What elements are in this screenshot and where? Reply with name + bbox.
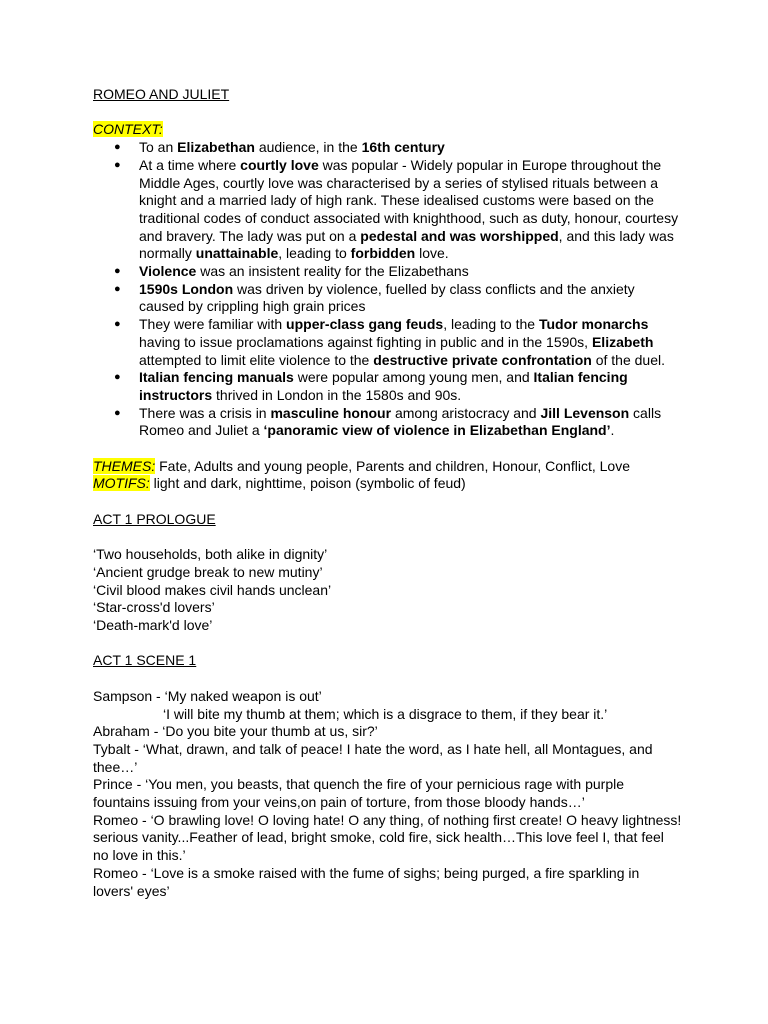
context-list: [93, 139, 683, 440]
bold-term: Elizabethan: [177, 139, 255, 156]
prologue-quote: ‘Star-cross'd lovers’: [93, 599, 215, 616]
bold-term: ‘panoramic view of violence in Elizabethan England’: [263, 422, 611, 439]
bold-term: Tudor monarchs: [538, 316, 649, 333]
text-run: among aristocracy and: [391, 404, 541, 421]
text-run: thrived in London in the 1580s and 90s.: [212, 386, 462, 403]
bold-term: courtly love: [240, 156, 319, 173]
text-run: .: [610, 422, 615, 439]
context-item: [93, 263, 683, 281]
prologue-quote: ‘Death-mark'd love’: [93, 617, 213, 634]
bold-term: pedestal and was worshipped: [360, 227, 559, 244]
text-run: love.: [415, 245, 449, 262]
bold-term: forbidden: [350, 245, 416, 262]
text-run: They were familiar with: [139, 316, 287, 333]
scene1-quote: Romeo - ‘Love is a smoke raised with the fume of sighs; being purged, a fire sparkling in lovers' eyes’: [93, 864, 640, 899]
prologue-heading: ACT 1 PROLOGUE: [93, 510, 216, 527]
text-run: , leading to the: [443, 316, 539, 333]
text-run: of the duel.: [591, 351, 665, 368]
motifs-line: [93, 475, 683, 493]
bold-term: Jill Levenson: [540, 404, 630, 421]
bold-term: destructive private confrontation: [373, 351, 592, 368]
prologue-quote: ‘Civil blood makes civil hands unclean’: [93, 581, 332, 598]
scene1-quote: Prince - ‘You men, you beasts, that quench the fire of your pernicious rage with purple fountains issuing from your veins,on pain of torture, from those bloody hands…’: [93, 776, 625, 811]
bold-term: Violence: [139, 263, 197, 280]
text-run: was driven by violence, fuelled by class conflicts and the anxiety caused by crippling high grain prices: [139, 280, 635, 315]
text-run: , leading to: [278, 245, 351, 262]
bold-term: Italian fencing instructors: [139, 369, 628, 403]
bold-term: 16th century: [361, 139, 445, 156]
text-run: were popular among young men, and: [293, 369, 534, 386]
context-item: [93, 281, 683, 316]
themes-line: [93, 458, 683, 476]
scene1-quote: ‘I will bite my thumb at them; which is a disgrace to them, if they bear it.’: [163, 705, 608, 722]
motifs-label: MOTIFS:: [93, 475, 150, 492]
scene1-quote: Romeo - ‘O brawling love! O loving hate! O any thing, of nothing first create! O heavy lightness! serious vanity...Feather of lead, bright smoke, cold fire, sick health…This love feel I, that feel no love in this.’: [93, 811, 682, 864]
text-run: At a time where: [139, 156, 241, 173]
scene1-quote: Abraham - ‘Do you bite your thumb at us, sir?’: [93, 723, 378, 740]
document-title: ROMEO AND JULIET: [93, 86, 230, 102]
bold-term: 1590s London: [139, 280, 234, 297]
text-run: , and this lady was normally: [139, 227, 674, 262]
text-run: There was a crisis in: [139, 404, 271, 421]
text-run: calls Romeo and Juliet a: [139, 404, 662, 439]
context-item: [93, 316, 683, 369]
scene1-lines: [93, 688, 683, 900]
context-item: [93, 369, 683, 404]
themes-text: Fate, Adults and young people, Parents and children, Honour, Conflict, Love: [155, 457, 630, 474]
context-label: CONTEXT:: [93, 121, 163, 138]
scene1-heading: ACT 1 SCENE 1: [93, 652, 197, 669]
prologue-quote: ‘Two households, both alike in dignity’: [93, 546, 328, 563]
text-run: was popular - Widely popular in Europe throughout the Middle Ages, courtly love was characterised by a series of stylised rituals between a knight and a married lady of high rank. These idealised customs were based on the traditional codes of conduct associated with knighthood, such as duty, honour, courtesy and bravery. The lady was put on a: [139, 156, 679, 244]
document-page: [93, 86, 683, 900]
bold-term: Italian fencing manuals: [139, 369, 294, 386]
text-run: having to issue proclamations against fighting in public and in the 1590s,: [139, 333, 592, 350]
motifs-text: light and dark, nighttime, poison (symbolic of feud): [149, 475, 466, 492]
bold-term: masculine honour: [270, 404, 392, 421]
context-item: [93, 157, 683, 263]
prologue-quote: ‘Ancient grudge break to new mutiny’: [93, 563, 323, 580]
bold-term: unattainable: [195, 245, 279, 262]
themes-label: THEMES:: [93, 457, 156, 474]
context-item: [93, 405, 683, 440]
text-run: was an insistent reality for the Elizabethans: [196, 263, 469, 280]
bold-term: Elizabeth: [591, 333, 654, 350]
scene1-quote: Sampson - ‘My naked weapon is out’: [93, 687, 322, 704]
context-item: [93, 139, 683, 157]
prologue-quotes: [93, 546, 683, 635]
text-run: audience, in the: [254, 139, 362, 156]
bold-term: upper-class gang feuds: [286, 316, 444, 333]
scene1-quote: Tybalt - ‘What, drawn, and talk of peace! I hate the word, as I hate hell, all Montagues, and thee…’: [93, 740, 653, 775]
text-run: attempted to limit elite violence to the: [139, 351, 374, 368]
text-run: To an: [139, 139, 178, 156]
